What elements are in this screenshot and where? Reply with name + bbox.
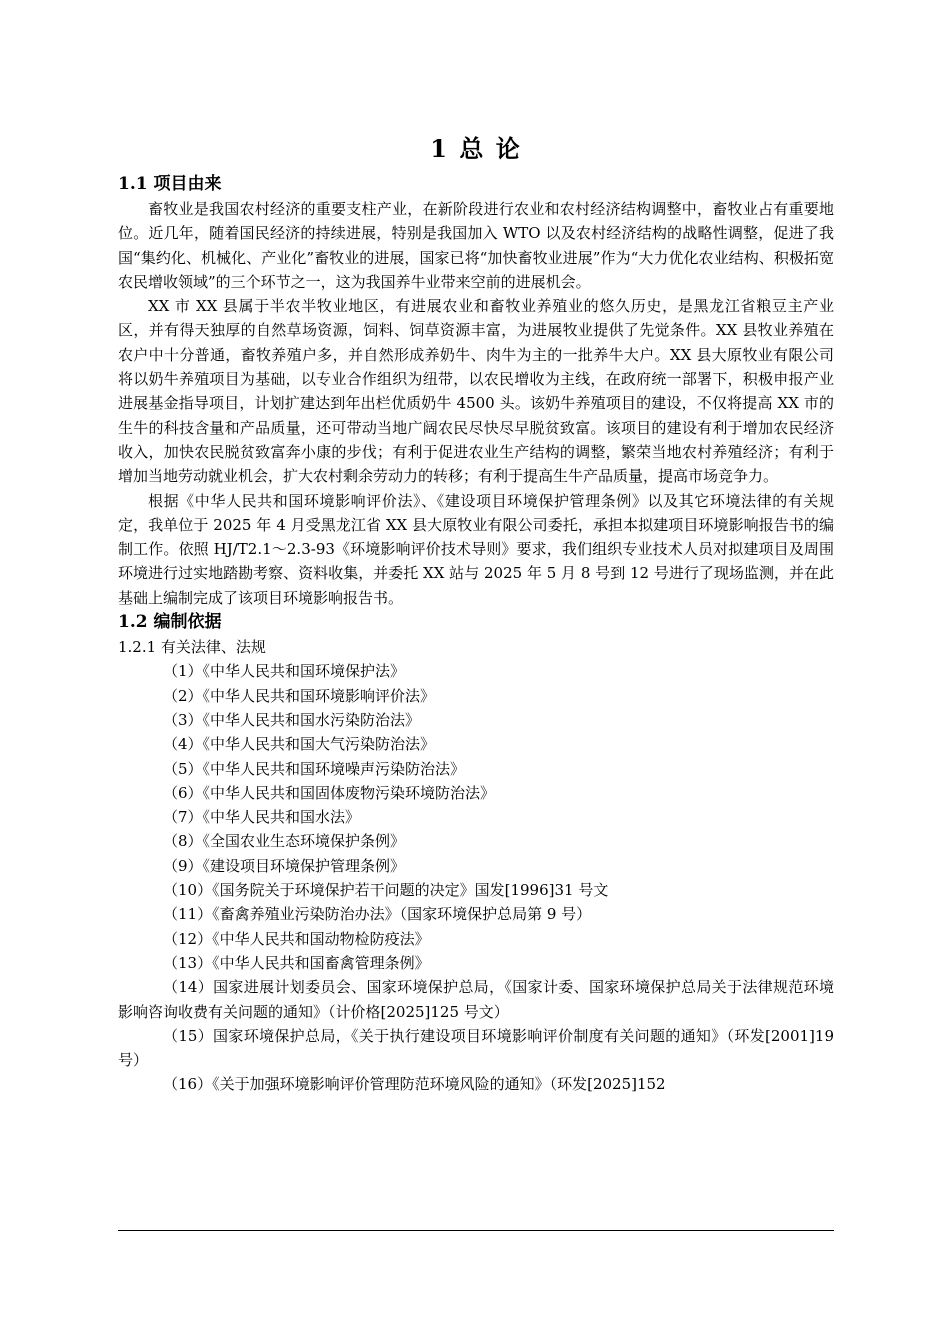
footer-divider bbox=[118, 1230, 834, 1231]
list-item: （16）《关于加强环境影响评价管理防范环境风险的通知》（环发[2025]152 bbox=[163, 1075, 666, 1094]
document-page bbox=[118, 0, 834, 1344]
subsection-heading-laws: 1.2.1 有关法律、法规 bbox=[118, 638, 266, 657]
list-item: （9）《建设项目环境保护管理条例》 bbox=[163, 856, 406, 875]
list-item: （8）《全国农业生态环境保护条例》 bbox=[163, 832, 406, 851]
list-item: （14）国家进展计划委员会、国家环境保护总局，《国家计委、国家环境保护总局关于法律规范环境影响咨询收费有关问题的通知》（计价格[2025]125 号文） bbox=[118, 978, 834, 1021]
list-item: （5）《中华人民共和国环境噪声污染防治法》 bbox=[163, 759, 466, 778]
list-item: （2）《中华人民共和国环境影响评价法》 bbox=[163, 686, 436, 705]
list-item: （12）《中华人民共和国动物检防疫法》 bbox=[163, 929, 430, 948]
list-item: （11）《畜禽养殖业污染防治办法》（国家环境保护总局第 9 号） bbox=[163, 905, 592, 924]
list-item: （4）《中华人民共和国大气污染防治法》 bbox=[163, 735, 436, 754]
section-heading-compilation-basis: 1.2 编制依据 bbox=[118, 612, 222, 633]
list-item: （13）《中华人民共和国畜禽管理条例》 bbox=[163, 953, 430, 972]
list-item: （15）国家环境保护总局，《关于执行建设项目环境影响评价制度有关问题的通知》（环发[2001]19 号） bbox=[118, 1026, 834, 1070]
list-item: （10）《国务院关于环境保护若干问题的决定》国发[1996]31 号文 bbox=[163, 881, 609, 900]
list-item: （3）《中华人民共和国水污染防治法》 bbox=[163, 710, 421, 729]
paragraph: 畜牧业是我国农村经济的重要支柱产业，在新阶段进行农业和农村经济结构调整中，畜牧业占有重要地位。近几年，随着国民经济的持续进展，特别是我国加入 WTO 以及农村经济结构的战略性调整，促进了我国“集约化、机械化、产业化”畜牧业的进展，国家已将“加快畜牧业进展”作为“大力优化农业结构、积极拓宽农民增收领域”的三个环节之一，这为我国养牛业带来空前的进展机会。 bbox=[118, 200, 834, 291]
document-body bbox=[118, 172, 834, 1097]
paragraph: 根据《中华人民共和国环境影响评价法》、《建设项目环境保护管理条例》以及其它环境法律的有关规定，我单位于 2025 年 4 月受黑龙江省 XX 县大原牧业有限公司委托，承担本拟建项目环境影响报告书的编制工作。依照 HJ/T2.1～2.3-93《环境影响评价技术导则》要求，我们组织专业技术人员对拟建项目及周围环境进行过实地踏勘考察、资料收集，并委托 XX 站与 2025 年 5 月 8 号到 12 号进行了现场监测，并在此基础上编制完成了该项目环境影响报告书。 bbox=[118, 491, 834, 607]
chapter-title: 1 总 论 bbox=[430, 134, 522, 163]
paragraph: XX 市 XX 县属于半农半牧业地区，有进展农业和畜牧业养殖业的悠久历史，是黑龙江省粮豆主产业区，并有得天独厚的自然草场资源，饲料、饲草资源丰富，为进展牧业提供了先觉条件。XX 县牧业养殖在农户中十分普通，畜牧养殖户多，并自然形成养奶牛、肉牛为主的一批养牛大户。XX 县大原牧业有限公司将以奶牛养殖项目为基础，以专业合作组织为纽带，以农民增收为主线，在政府统一部署下，积极申报产业进展基金指导项目，计划扩建达到年出栏优质奶牛 4500 头。该奶牛养殖项目的建设，不仅将提高 XX 市的生牛的科技含量和产品质量，还可带动当地广阔农民尽快尽早脱贫致富。该项目的建设有利于增加农民经济收入，加快农民脱贫致富奔小康的步伐；有利于促进农业生产结构的调整，繁荣当地农村养殖经济；有利于增加当地劳动就业机会，扩大农村剩余劳动力的转移；有利于提高生牛产品质量，提高市场竞争力。 bbox=[118, 297, 834, 486]
list-item: （6）《中华人民共和国固体废物污染环境防治法》 bbox=[163, 783, 496, 802]
list-item: （1）《中华人民共和国环境保护法》 bbox=[163, 662, 406, 681]
section-heading-project-origin: 1.1 项目由来 bbox=[118, 174, 222, 194]
list-item: （7）《中华人民共和国水法》 bbox=[163, 808, 361, 827]
